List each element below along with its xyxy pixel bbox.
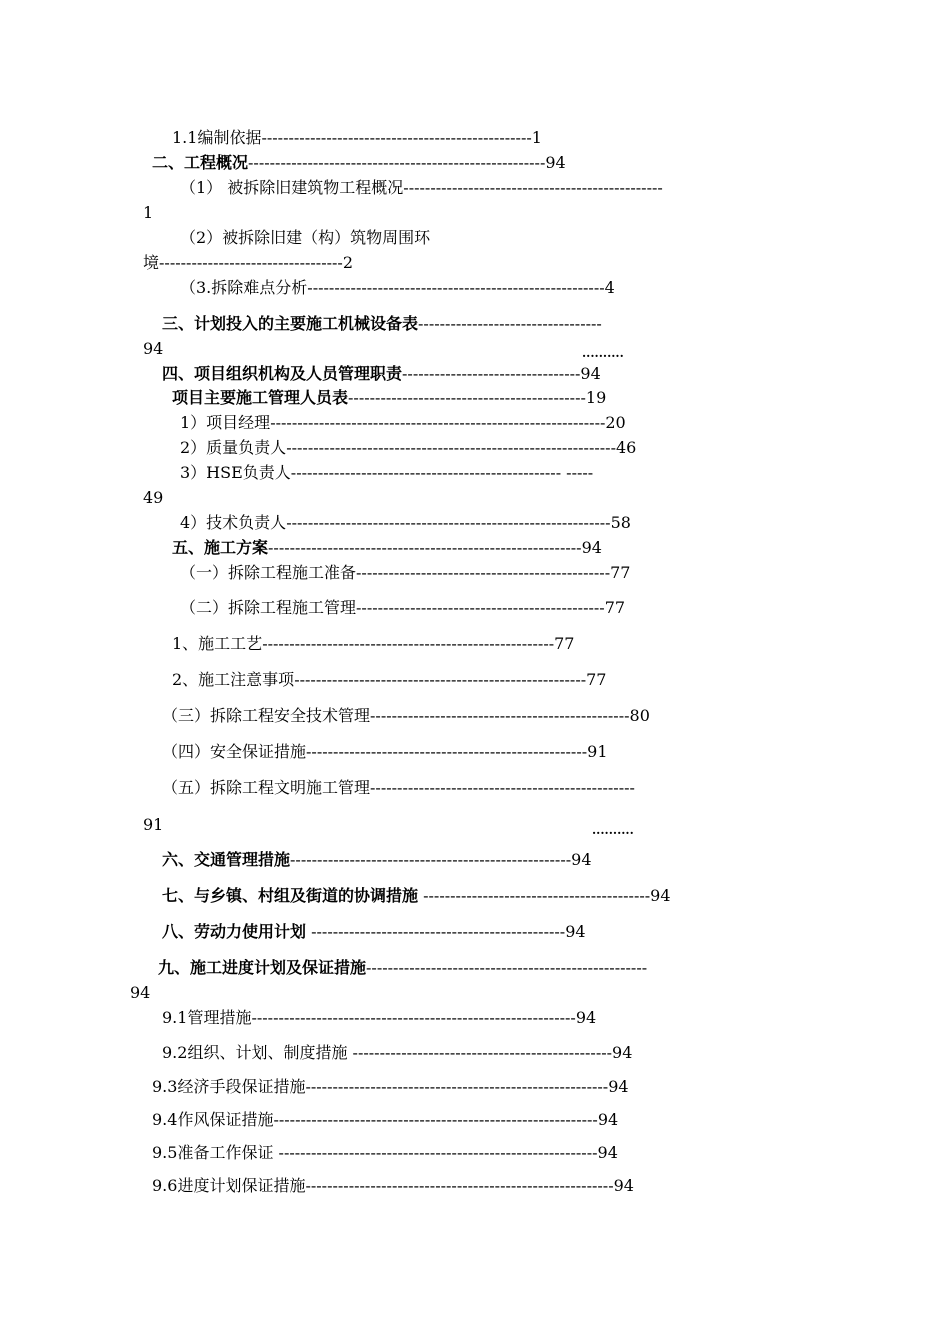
toc-entry: 1）项目经理--------------------------------------------------------------20 bbox=[180, 413, 626, 432]
toc-entry: 八、劳动力使用计划 -----------------------------------------------94 bbox=[162, 922, 586, 941]
toc-entry: 九、施工进度计划及保证措施---------------------------------------------------- bbox=[158, 958, 648, 977]
toc-entry: （2）被拆除旧建（构）筑物周围环 bbox=[180, 228, 431, 247]
toc-entry: （一）拆除工程施工准备-----------------------------------------------77 bbox=[180, 563, 631, 582]
toc-entry: 境----------------------------------2 bbox=[143, 253, 354, 272]
toc-entry: 91 bbox=[143, 815, 164, 834]
toc-entry: 2、施工注意事项------------------------------------------------------77 bbox=[172, 670, 607, 689]
toc-entry: 9.3经济手段保证措施--------------------------------------------------------94 bbox=[152, 1077, 629, 1096]
toc-entry: （五）拆除工程文明施工管理------------------------------------------------- bbox=[162, 778, 635, 797]
toc-entry: 1 bbox=[143, 203, 154, 222]
toc-entry: （二）拆除工程施工管理----------------------------------------------77 bbox=[180, 598, 626, 617]
toc-entry: 六、交通管理措施----------------------------------------------------94 bbox=[162, 850, 592, 869]
toc-entry: 94 bbox=[130, 983, 151, 1002]
toc-entry: 9.2组织、计划、制度措施 ------------------------------------------------94 bbox=[162, 1043, 633, 1062]
toc-entry: 三、计划投入的主要施工机械设备表---------------------------------- bbox=[162, 314, 602, 333]
toc-entry: （三）拆除工程安全技术管理------------------------------------------------80 bbox=[162, 706, 650, 725]
toc-entry: 二、工程概况-------------------------------------------------------94 bbox=[152, 153, 566, 172]
toc-entry: （四）安全保证措施----------------------------------------------------91 bbox=[162, 742, 608, 761]
toc-entry: 94 bbox=[143, 339, 164, 358]
toc-entry: 四、项目组织机构及人员管理职责---------------------------------94 bbox=[162, 364, 601, 383]
toc-entry: 2）质量负责人-------------------------------------------------------------46 bbox=[180, 438, 637, 457]
toc-entry: 1、施工工艺------------------------------------------------------77 bbox=[172, 634, 575, 653]
ellipsis-2: .......... bbox=[592, 823, 634, 837]
toc-entry: 3）HSE负责人-------------------------------------------------- ----- bbox=[180, 463, 594, 482]
toc-entry: 9.4作风保证措施------------------------------------------------------------94 bbox=[152, 1110, 619, 1129]
toc-entry: 五、施工方案----------------------------------------------------------94 bbox=[172, 538, 602, 557]
toc-entry: （3.拆除难点分析-------------------------------------------------------4 bbox=[180, 278, 615, 297]
toc-entry: 七、与乡镇、村组及街道的协调措施 ------------------------------------------94 bbox=[162, 886, 671, 905]
toc-entry: 项目主要施工管理人员表--------------------------------------------19 bbox=[172, 388, 607, 407]
toc-entry: 9.5准备工作保证 -----------------------------------------------------------94 bbox=[152, 1143, 618, 1162]
toc-entry: 49 bbox=[143, 488, 164, 507]
toc-entry: （1） 被拆除旧建筑物工程概况------------------------------------------------ bbox=[180, 178, 663, 197]
toc-entry: 1.1编制依据--------------------------------------------------1 bbox=[172, 128, 542, 147]
ellipsis-1: .......... bbox=[582, 346, 624, 360]
toc-entry: 4）技术负责人------------------------------------------------------------58 bbox=[180, 513, 631, 532]
toc-entry: 9.6进度计划保证措施---------------------------------------------------------94 bbox=[152, 1176, 634, 1195]
toc-entry: 9.1管理措施------------------------------------------------------------94 bbox=[162, 1008, 597, 1027]
